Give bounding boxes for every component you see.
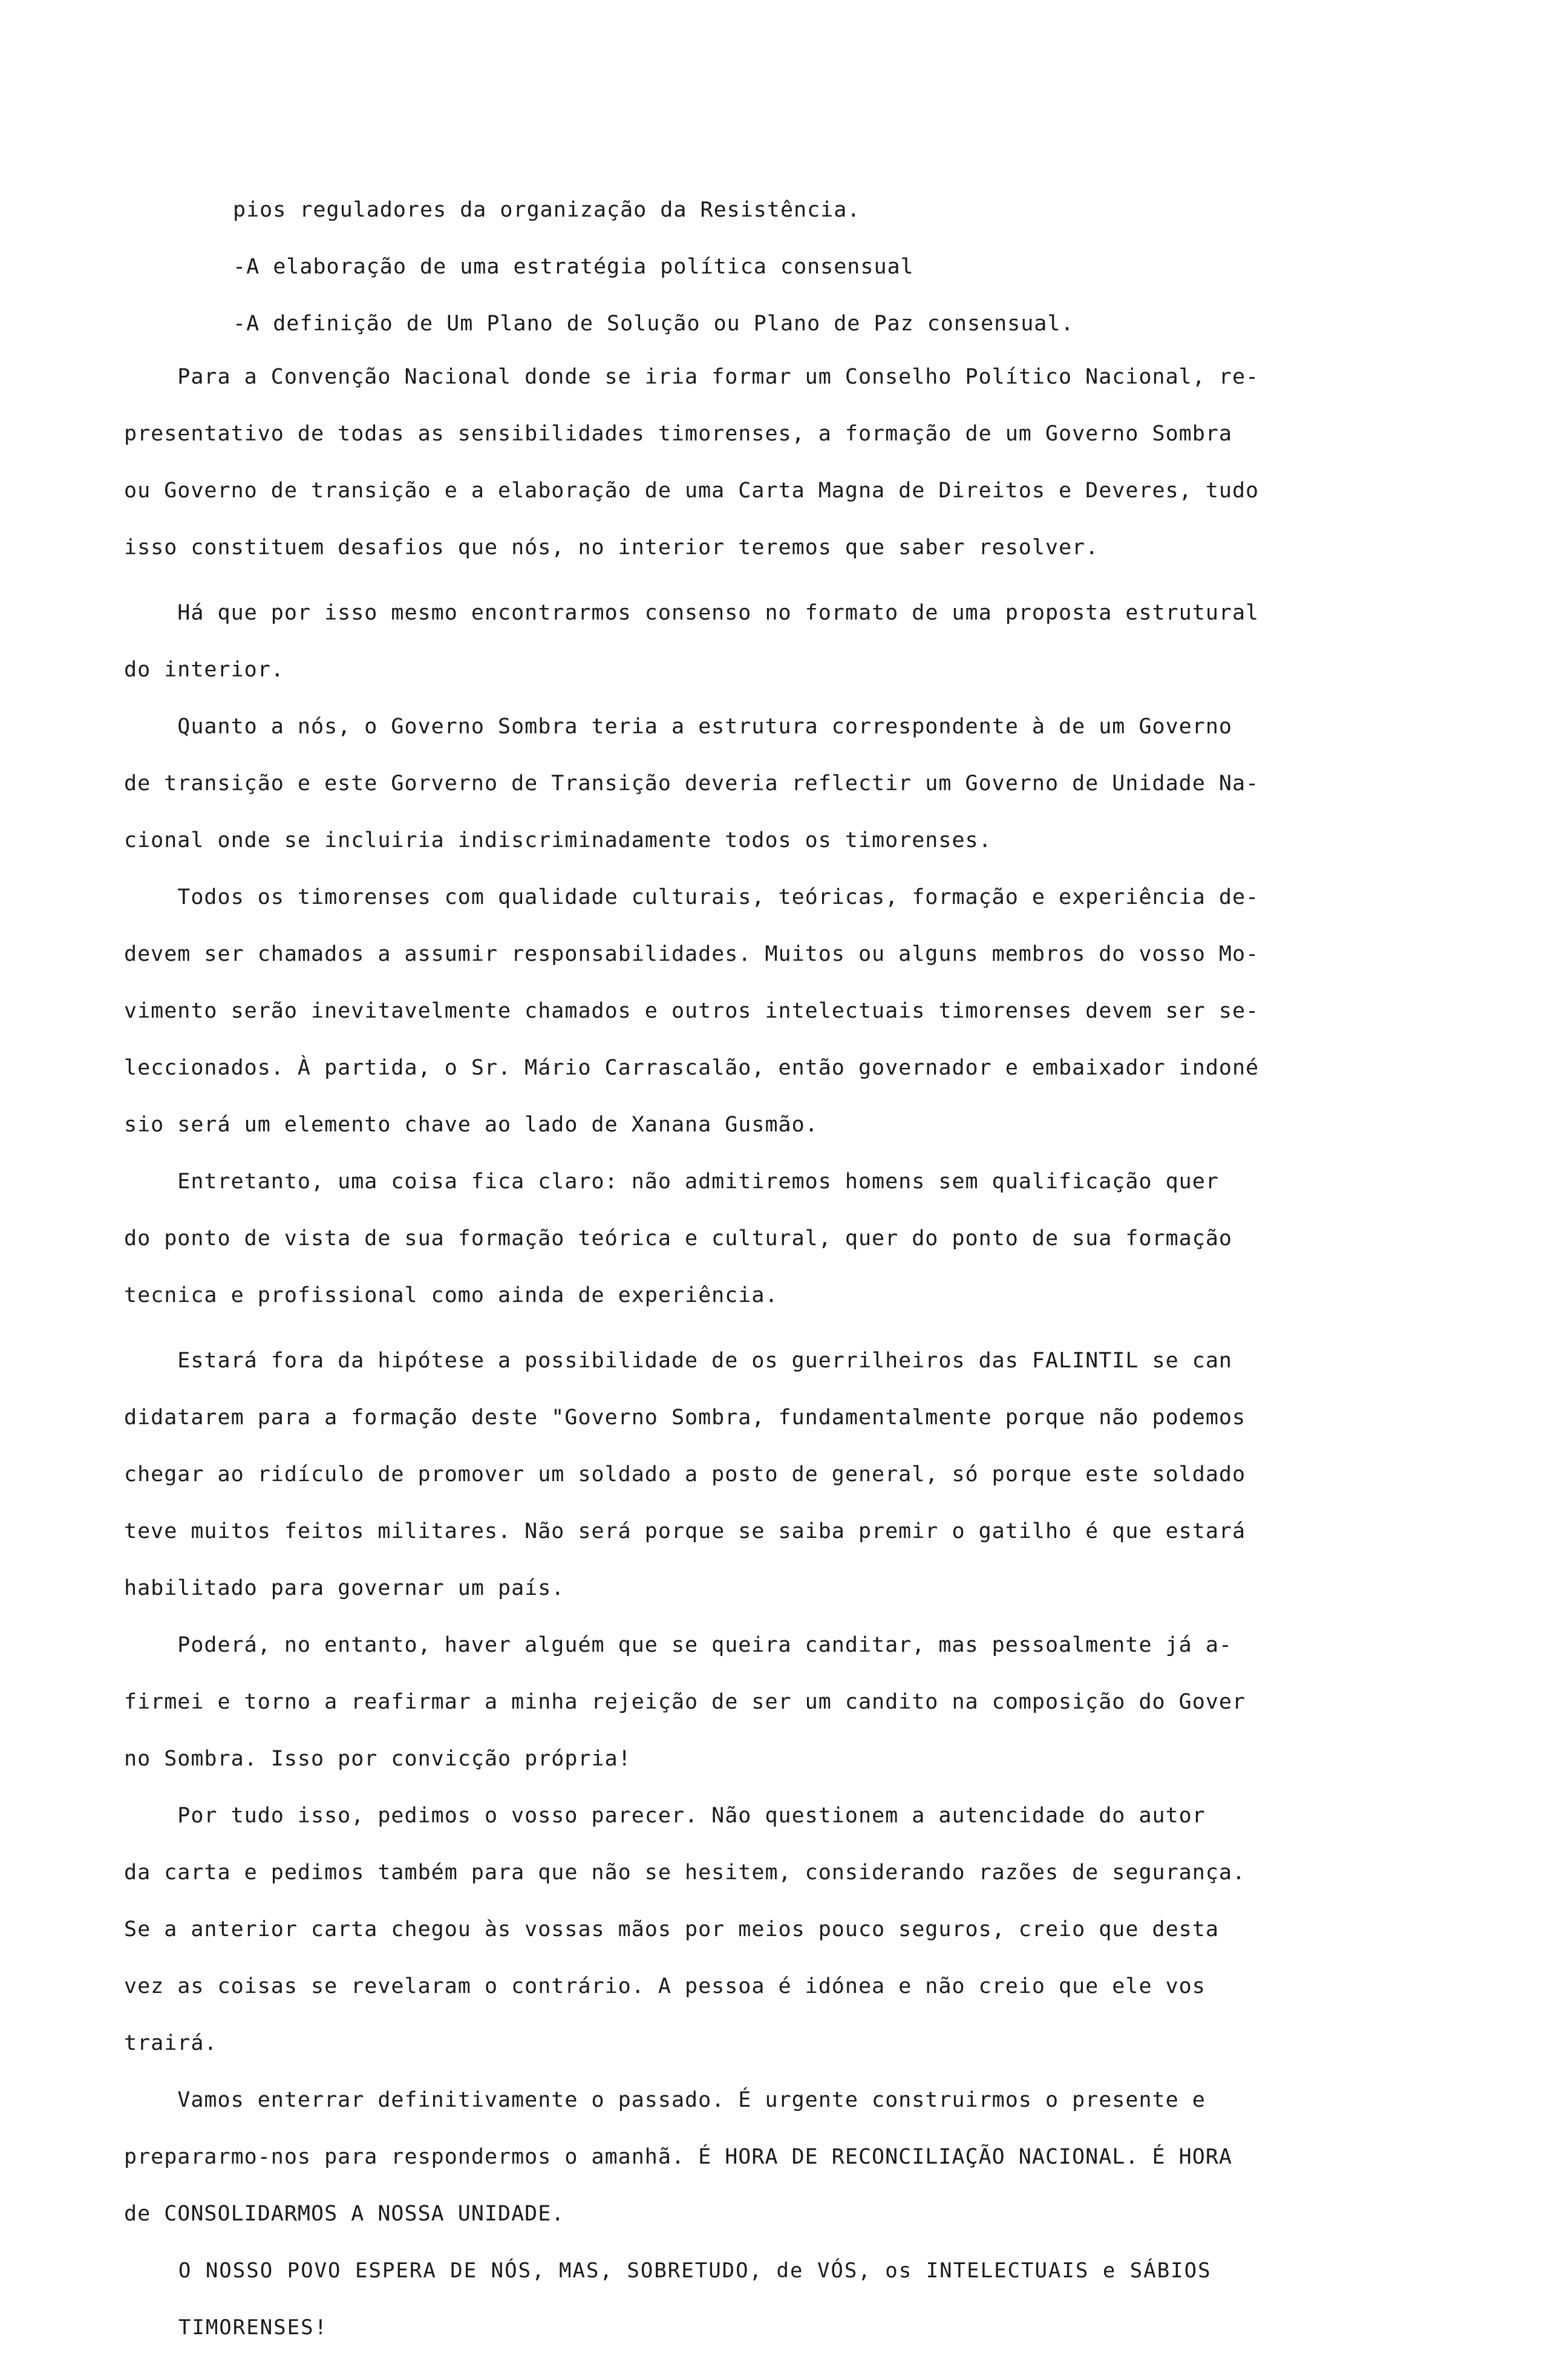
list-item: -A definição de Um Plano de Solução ou Plano de Paz consensual. (233, 312, 1074, 336)
text-line: trairá. (124, 2031, 218, 2055)
text-line: tecnica e profissional como ainda de experiência. (124, 1283, 779, 1307)
text-line: do interior. (124, 658, 284, 682)
text-line: da carta e pedimos também para que não se hesitem, considerando razões de segurança. (124, 1860, 1246, 1885)
text-line: cional onde se incluiria indiscriminadamente todos os timorenses. (124, 828, 992, 852)
text-line: sio será um elemento chave ao lado de Xanana Gusmão. (124, 1113, 818, 1137)
paragraph (124, 1787, 1394, 2072)
paragraph (124, 1332, 1394, 1617)
closing-paragraph (124, 2242, 1394, 2356)
text-line: Há que por isso mesmo encontrarmos consenso no formato de uma proposta estrutural (124, 601, 1259, 625)
text-body (124, 348, 1394, 2356)
text-line: teve muitos feitos militares. Não será porque se saiba premir o gatilho é que estará (124, 1519, 1246, 1543)
text-line: firmei e torno a reafirmar a minha rejeição de ser um candito na composição do Gover (124, 1690, 1246, 1714)
text-line: Todos os timorenses com qualidade culturais, teóricas, formação e experiência de- (124, 885, 1259, 909)
text-line: leccionados. À partida, o Sr. Mário Carrascalão, então governador e embaixador indoné (124, 1056, 1259, 1080)
text-line: devem ser chamados a assumir responsabilidades. Muitos ou alguns membros do vosso Mo- (124, 942, 1259, 966)
text-line: didatarem para a formação deste "Governo Sombra, fundamentalmente porque não podemos (124, 1405, 1246, 1430)
paragraph (124, 869, 1394, 1153)
text-line: do ponto de vista de sua formação teórica e cultural, quer do ponto de sua formação (124, 1226, 1232, 1251)
text-line: Para a Convenção Nacional donde se iria formar um Conselho Político Nacional, re- (124, 365, 1259, 389)
text-line: Se a anterior carta chegou às vossas mãos por meios pouco seguros, creio que desta (124, 1917, 1219, 1942)
text-line: O NOSSO POVO ESPERA DE NÓS, MAS, SOBRETUDO, de VÓS, os INTELECTUAIS e SÁBIOS (124, 2259, 1212, 2283)
text-line: no Sombra. Isso por convicção própria! (124, 1747, 632, 1771)
list-item: -A elaboração de uma estratégia política consensual (233, 255, 914, 279)
principles-list (233, 182, 1503, 352)
text-line: TIMORENSES! (124, 2315, 328, 2340)
text-line: Entretanto, uma coisa fica claro: não admitiremos homens sem qualificação quer (124, 1170, 1219, 1194)
text-line: ou Governo de transição e a elaboração de uma Carta Magna de Direitos e Deveres, tudo (124, 479, 1259, 503)
text-line: chegar ao ridículo de promover um soldado a posto de general, só porque este soldado (124, 1462, 1246, 1487)
text-line: isso constituem desafios que nós, no interior teremos que saber resolver. (124, 535, 1099, 560)
text-line: vimento serão inevitavelmente chamados e outros intelectuais timorenses devem ser se- (124, 999, 1259, 1023)
text-line: Quanto a nós, o Governo Sombra teria a estrutura correspondente à de um Governo (124, 715, 1232, 739)
list-item: pios reguladores da organização da Resistência. (233, 198, 861, 222)
text-line: Estará fora da hipótese a possibilidade de os guerrilheiros das FALINTIL se can (124, 1349, 1232, 1373)
text-line: presentativo de todas as sensibilidades timorenses, a formação de um Governo Sombra (124, 422, 1232, 446)
text-line: de transição e este Gorverno de Transição deveria reflectir um Governo de Unidade Na- (124, 771, 1259, 796)
text-line: vez as coisas se revelaram o contrário. A pessoa é idónea e não creio que ele vos (124, 1974, 1206, 1998)
paragraph (124, 2072, 1394, 2242)
paragraph (124, 698, 1394, 869)
text-line: de CONSOLIDARMOS A NOSSA UNIDADE. (124, 2202, 565, 2226)
text-line: Vamos enterrar definitivamente o passado. É urgente construirmos o presente e (124, 2088, 1206, 2112)
paragraph (124, 584, 1394, 698)
text-line: prepararmo-nos para respondermos o amanhã. É HORA DE RECONCILIAÇÃO NACIONAL. É HORA (124, 2145, 1232, 2169)
text-line: habilitado para governar um país. (124, 1576, 565, 1600)
paragraph (124, 348, 1394, 576)
text-line: Poderá, no entanto, haver alguém que se queira canditar, mas pessoalmente já a- (124, 1633, 1232, 1657)
paragraph (124, 1617, 1394, 1787)
paragraph (124, 1153, 1394, 1324)
text-line: Por tudo isso, pedimos o vosso parecer. Não questionem a autencidade do autor (124, 1804, 1206, 1828)
